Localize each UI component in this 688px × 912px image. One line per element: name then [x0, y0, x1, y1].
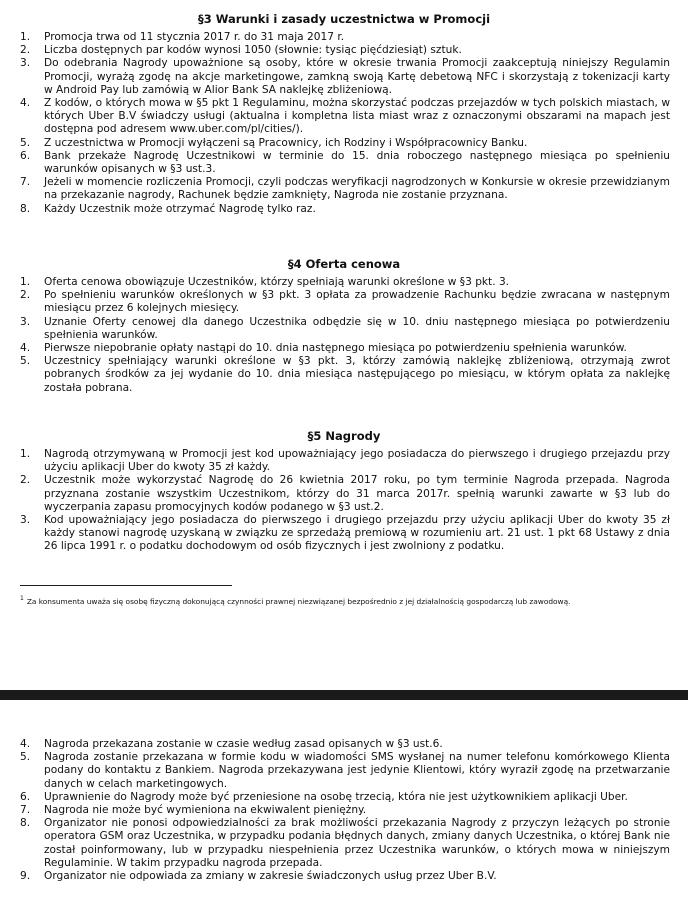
- section-3-list: [0, 31, 688, 216]
- footnote: [20, 593, 680, 607]
- list-item: [0, 751, 688, 791]
- list-item-text: Nagroda zostanie przekazana w formie kodu w wiadomości SMS wysłanej na numer telefonu komórkowego Klienta podany do kontaktu z Bankiem. Nagroda przekazywana jest jedynie Klientowi, który wyraził zgodę na przetwarzanie danych w celach marketingowych.: [44, 751, 670, 790]
- list-item-number: 5.: [20, 136, 31, 149]
- list-item-text: Z kodów, o których mowa w §5 pkt 1 Regulaminu, można skorzystać podczas przejazdów w tych polskich miastach, w których Uber B.V świadczy usługi (aktualna i kompletna lista miast wraz z oznaczonymi obszarami na mapach jest dostępna pod adresem www.uber.com/pl/cities/).: [44, 97, 670, 136]
- list-item-text: Nagroda przekazana zostanie w czasie według zasad opisanych w §3 ust.6.: [44, 738, 443, 750]
- list-item-number: 2.: [20, 44, 31, 57]
- section-4-list: [0, 276, 688, 395]
- list-item-text: Do odebrania Nagrody upoważnione są osoby, które w okresie trwania Promocji zaakceptują niniejszy Regulamin Promocji, wyrażą zgodę na akcje marketingowe, zamkną swoją Kartę debetową NFC i skorzystają z tokenizacji karty w Android Pay lub zamówią w Alior Bank SA naklejkę zbliżeniową.: [44, 57, 670, 96]
- list-item-number: 7.: [20, 804, 31, 817]
- list-item-text: Kod upoważniający jego posiadacza do pierwszego i drugiego przejazdu przy użyciu aplikacji Uber do kwoty 35 zł każdy stanowi nagrodę uzyskaną w związku ze sprzedażą premiową w rozumieniu art. 21 ust. 1 pkt 68 Ustawy z dnia 26 lipca 1991 r. o podatku dochodowym od osób fizycznych i jest zwolniony z podatku.: [44, 514, 670, 553]
- list-item-text: Uczestnik może wykorzystać Nagrodę do 26 kwietnia 2017 roku, po tym terminie Nagroda przepada. Nagroda przyznana zostanie wszystkim Uczestnikom, którzy do 31 marca 2017r. spełnią warunki zawarte w §3 lub do wyczerpania zapasu promocyjnych kodów podanego w §3 ust.2.: [44, 474, 670, 513]
- list-item-number: 6.: [20, 149, 31, 162]
- list-item-number: 1.: [20, 31, 31, 43]
- page-break: [0, 690, 688, 700]
- list-item: [0, 150, 688, 176]
- list-item: [0, 57, 688, 97]
- list-item-text: Uznanie Oferty cenowej dla danego Uczestnika odbędzie się w 10. dniu następnego miesiąca po potwierdzeniu spełnienia warunków.: [44, 315, 670, 341]
- list-item-number: 4.: [20, 97, 31, 110]
- list-item: [0, 448, 688, 474]
- list-item-number: 3.: [20, 57, 31, 70]
- list-item-text: Nagroda nie może być wymieniona na ekwiwalent pieniężny.: [44, 804, 367, 817]
- list-item-number: 5.: [20, 355, 31, 368]
- list-item: [0, 474, 688, 514]
- list-item: [0, 316, 688, 342]
- list-item-number: 1.: [20, 448, 31, 460]
- list-item-text: Każdy Uczestnik może otrzymać Nagrodę tylko raz.: [44, 202, 316, 215]
- list-item: [0, 97, 688, 137]
- list-item-number: 3.: [20, 514, 31, 527]
- list-item-number: 3.: [20, 315, 31, 328]
- list-item-number: 7.: [20, 176, 31, 189]
- list-item-text: Uczestnicy spełniający warunki określone w §3 pkt. 3, którzy zamówią naklejkę zbliżeniową, otrzymają zwrot pobranych środków za jej wydanie do 10. dnia miesiąca następującego po miesiącu, w którym opłata za naklejkę została pobrana.: [44, 355, 670, 394]
- section-5-heading: §5 Nagrody: [307, 429, 381, 443]
- list-item-number: 5.: [20, 751, 31, 764]
- list-item-text: Liczba dostępnych par kodów wynosi 1050 (słownie: tysiąc pięćdziesiąt) sztuk.: [44, 44, 462, 57]
- list-item-text: Po spełnieniu warunków określonych w §3 pkt. 3 opłata za prowadzenie Rachunku będzie zwracana w następnym miesiącu przez 6 kolejnych miesięcy.: [44, 289, 670, 315]
- footnote-mark: 1: [20, 595, 24, 602]
- list-item: [0, 31, 688, 44]
- list-item-number: 1.: [20, 276, 31, 288]
- list-item-number: 4.: [20, 342, 31, 355]
- list-item-number: 9.: [20, 870, 31, 883]
- list-item-text: Organizator nie odpowiada za zmiany w zakresie świadczonych usług przez Uber B.V.: [44, 870, 497, 883]
- list-item: [0, 791, 688, 804]
- list-item-number: 2.: [20, 289, 31, 302]
- footnote-separator: [20, 585, 232, 586]
- list-item-text: Z uczestnictwa w Promocji wyłączeni są Pracownicy, ich Rodziny i Współpracownicy Banku.: [44, 136, 528, 149]
- list-item-number: 4.: [20, 738, 31, 750]
- list-item: [0, 276, 688, 289]
- list-item-text: Organizator nie ponosi odpowiedzialności za brak możliwości przekazania Nagrody z przyczyn leżących po stronie operatora GSM oraz Uczestnika, w przypadku podania błędnych danych, zmiany danych Uczestnika, o której Bank nie został poinformowany, lub w przypadku niespełnienia przez Uczestnika warunków, o których mowa w niniejszym Regulaminie. W takim przypadku nagroda przepada.: [44, 817, 670, 869]
- list-item-number: 8.: [20, 202, 31, 215]
- document-page-2: [0, 700, 688, 912]
- list-item: [0, 289, 688, 315]
- list-item-number: 6.: [20, 790, 31, 803]
- list-item: [0, 817, 688, 870]
- footnote-text: Za konsumenta uważa się osobę fizyczną dokonującą czynności prawnej niezwiązanej bezpośrednio z jej działalnością gospodarczą lub zawodową.: [26, 597, 571, 606]
- section-4-heading: §4 Oferta cenowa: [287, 257, 401, 271]
- list-item-number: 8.: [20, 817, 31, 830]
- list-item: [0, 342, 688, 355]
- section-3-heading: §3 Warunki i zasady uczestnictwa w Promocji: [197, 12, 491, 26]
- list-item: [0, 355, 688, 395]
- section-5-list-continued: [0, 738, 688, 883]
- list-item: [0, 514, 688, 554]
- section-5-list: [0, 448, 688, 554]
- list-item: [0, 176, 688, 202]
- list-item: [0, 738, 688, 751]
- list-item-text: Uprawnienie do Nagrody może być przeniesione na osobę trzecią, która nie jest użytkownikiem aplikacji Uber.: [44, 790, 628, 803]
- list-item: [0, 870, 688, 883]
- list-item: [0, 137, 688, 150]
- list-item-text: Jeżeli w momencie rozliczenia Promocji, czyli podczas weryfikacji nagrodzonych w Konkursie w okresie przewidzianym na przekazanie nagrody, Rachunek będzie zamknięty, Nagroda nie zostanie przyznana.: [44, 176, 670, 202]
- list-item: [0, 804, 688, 817]
- list-item-number: 2.: [20, 474, 31, 487]
- list-item: [0, 203, 688, 216]
- list-item: [0, 44, 688, 57]
- list-item-text: Promocja trwa od 11 stycznia 2017 r. do 31 maja 2017 r.: [44, 31, 345, 43]
- list-item-text: Bank przekaże Nagrodę Uczestnikowi w terminie do 15. dnia roboczego następnego miesiąca po spełnieniu warunków opisanych w §3 ust.3.: [44, 149, 670, 176]
- list-item-text: Pierwsze niepobranie opłaty nastąpi do 10. dnia następnego miesiąca po potwierdzeniu spełnienia warunków.: [44, 342, 627, 355]
- list-item-text: Oferta cenowa obowiązuje Uczestników, którzy spełniają warunki określone w §3 pkt. 3.: [44, 276, 510, 288]
- list-item-text: Nagrodą otrzymywaną w Promocji jest kod upoważniający jego posiadacza do pierwszego i drugiego przejazdu przy użyciu aplikacji Uber do kwoty 35 zł każdy.: [44, 448, 670, 474]
